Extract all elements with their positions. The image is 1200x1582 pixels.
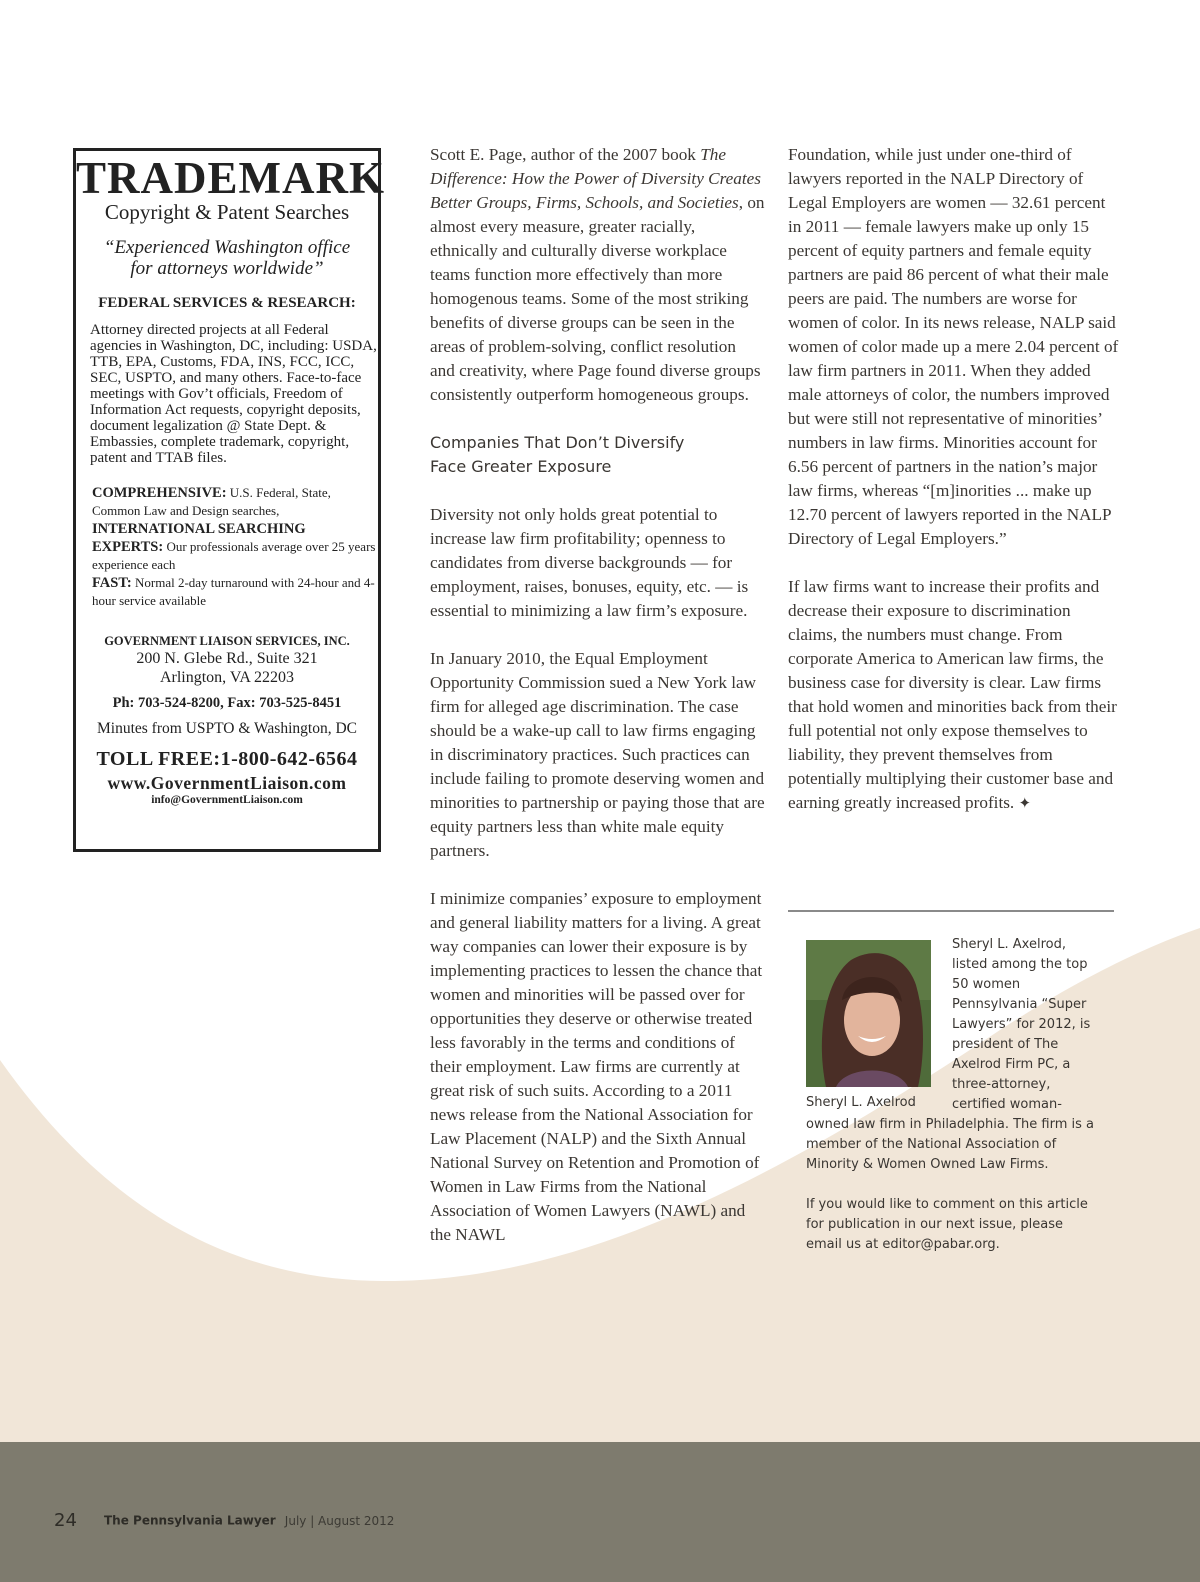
author-photo-block xyxy=(806,940,944,1113)
ad-comprehensive-label: COMPREHENSIVE: xyxy=(92,485,227,501)
bio-text: Sheryl L. Axelrod, listed among the top 50 women Pennsylvania “Super Lawyers” for 2012, is president of The Axelrod Firm PC, a three-attorney, certified woman-owned law firm in Philadelphia. The firm is a member of the National Association of Minority & Women Owned Law Firms. xyxy=(806,937,1094,1172)
ad-phone-fax: Ph: 703-524-8200, Fax: 703-525-8451 xyxy=(112,695,342,711)
comment-text: If you would like to comment on this article for publication in our next issue, please email us at xyxy=(806,1197,1088,1252)
ad-website-link[interactable]: www.GovernmentLiaison.com xyxy=(107,773,347,793)
trademark-advertisement xyxy=(73,148,385,852)
ad-quote-line: for attorneys worldwide” xyxy=(130,258,324,279)
ad-federal-heading: FEDERAL SERVICES & RESEARCH: xyxy=(98,295,356,311)
ad-title: TRADEMARK xyxy=(76,153,385,203)
ad-quote xyxy=(76,237,378,279)
ad-international-label: INTERNATIONAL SEARCHING EXPERTS: xyxy=(92,521,306,555)
ad-subtitle: Copyright & Patent Searches xyxy=(104,200,350,224)
paragraph-text: Scott E. Page, author of the 2007 book xyxy=(430,145,701,164)
article-paragraph: In January 2010, the Equal Employment Opportunity Commission sued a New York law firm for alleged age discrimination. The case should be a wake-up call to law firms engaging in discriminatory practices. Such practices can include failing to promote deserving women and minorities to partnership or paying those that are equity partners less than white male equity partners. xyxy=(430,649,765,860)
section-divider xyxy=(788,910,1114,912)
paragraph-text: , on almost every measure, greater racially, ethnically and culturally diverse workplace teams function more effectively than more homogenous teams. Some of the most striking benefits of diverse groups can be seen in the areas of problem-solving, conflict resolution and creativity, where Page found diverse groups consistently outperform homogeneous groups. xyxy=(430,193,765,404)
page-number: 24 xyxy=(54,1510,77,1531)
book-title: The Difference: How the Power of Diversity Creates Better Groups, Firms, Schools, and Societies xyxy=(430,145,761,212)
ad-fast-text: Normal 2-day turnaround with 24-hour and 4-hour service available xyxy=(92,575,375,608)
ad-international-text: Our professionals average over 25 years experience each xyxy=(92,539,376,572)
author-photo xyxy=(806,940,931,1087)
article-paragraph xyxy=(788,575,1123,816)
ad-address-line: Arlington, VA 22203 xyxy=(159,669,295,686)
article-paragraph: I minimize companies’ exposure to employment and general liability matters for a living. A great way companies can lower their exposure is by implementing practices to lessen the chance that women and minorities will be passed over for opportunities they deserve or otherwise treated less favorably in the terms and conditions of their employment. Law firms are currently at great risk of such suits. According to a 2011 news release from the National Association for Law Placement (NALP) and the Sixth Annual National Survey on Retention and Promotion of Women in Law Firms from the National Association of Women Lawyers (NAWL) and the NAWL xyxy=(430,889,763,1244)
article-paragraph xyxy=(430,143,765,407)
ad-email-link[interactable]: info@GovernmentLiaison.com xyxy=(151,794,303,806)
page-footer xyxy=(54,1510,394,1531)
article-paragraph: Diversity not only holds great potential to increase law firm profitability; openness to candidates from diverse backgrounds — for employment, raises, bonuses, equity, etc. — is essential to minimizing a law firm’s exposure. xyxy=(430,505,749,620)
subheading-line: Companies That Don’t Diversify xyxy=(430,433,685,452)
article-column-2 xyxy=(788,143,1123,840)
editor-email-link[interactable]: editor@pabar.org xyxy=(882,1237,996,1252)
ad-comprehensive-text: U.S. Federal, State, Common Law and Design searches, xyxy=(92,485,331,518)
ad-federal-body: Attorney directed projects at all Federal agencies in Washington, DC, including: USDA, TTB, EPA, Customs, FDA, INS, FCC, ICC, SEC, USPTO, and many others. Face-to-face meetings with Gov’t officials, Freedom of Information Act requests, copyright deposits, document legalization @ State Dept. & Embassies, complete trademark, copyright, patent and TTAB files. xyxy=(90,322,377,466)
ad-quote-line: “Experienced Washington office xyxy=(103,237,351,258)
ad-services-list xyxy=(92,484,378,610)
ad-location-note: Minutes from USPTO & Washington, DC xyxy=(97,720,357,737)
ad-address-line: 200 N. Glebe Rd., Suite 321 xyxy=(136,650,318,667)
photo-caption: Sheryl L. Axelrod xyxy=(806,1095,916,1110)
ad-fast-label: FAST: xyxy=(92,575,132,591)
ad-toll-free: TOLL FREE:1-800-642-6564 xyxy=(96,748,358,770)
issue-date: July | August 2012 xyxy=(284,1513,395,1528)
end-of-article-icon: ✦ xyxy=(1018,796,1032,812)
section-subheading xyxy=(430,431,765,479)
subheading-line: Face Greater Exposure xyxy=(430,457,612,476)
punctuation: . xyxy=(995,1237,1000,1252)
author-bio xyxy=(806,935,1101,1275)
publication-name: The Pennsylvania Lawyer xyxy=(104,1513,276,1528)
comment-invitation xyxy=(806,1195,1101,1255)
paragraph-text: If law firms want to increase their profits and decrease their exposure to discrimination claims, the numbers must change. From corporate America to American law firms, the business case for diversity is clear. Law firms that hold women and minorities back from their full potential not only expose themselves to liability, they prevent themselves from potentially multiplying their customer base and earning greatly increased profits. xyxy=(788,577,1117,812)
article-column-1 xyxy=(430,143,765,1271)
ad-company-name: GOVERNMENT LIAISON SERVICES, INC. xyxy=(104,634,350,648)
article-paragraph: Foundation, while just under one-third of lawyers reported in the NALP Directory of Legal Employers are women — 32.61 percent in 2011 — female lawyers make up only 15 percent of equity partners and female equity partners are paid 86 percent of what their male peers are paid. The numbers are worse for women of color. In its news release, NALP said women of color made up a mere 2.04 percent of law firm partners in 2011. When they added male attorneys of color, the numbers improved but were still not representative of minorities’ numbers in law firms. Minorities account for 6.56 percent of partners in the nation’s major law firms, whereas “[m]inorities ... make up 12.70 percent of lawyers reported in the NALP Directory of Legal Employers.” xyxy=(788,145,1119,548)
